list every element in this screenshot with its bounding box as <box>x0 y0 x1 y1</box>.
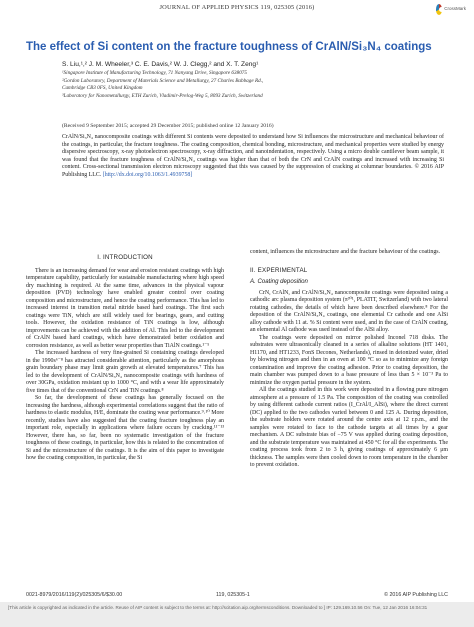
doi-link[interactable]: [http://dx.doi.org/10.1063/1.4939758] <box>102 171 193 178</box>
crossmark-label: CrossMark <box>444 5 466 11</box>
experimental-heading: II. EXPERIMENTAL <box>250 266 308 274</box>
crossmark-icon <box>436 4 442 15</box>
copyright-banner: [This article is copyrighted as indicated in the article. Reuse of AIP content is subject to the terms at: http://scitation.aip.org/termsconditions. Downloaded to ] IP: 129.169.10.56 On: Tue, 12 Jan 2016 16:04:31 <box>0 602 474 627</box>
intro-paragraph-continued: content, influences the microstructure and the fracture behaviour of the coatings. <box>250 249 441 255</box>
abstract <box>62 134 444 179</box>
experimental-paragraph-2: The coatings were deposited on mirror polished Inconel 718 disks. The substrates were ultrasonically cleaned in a series of alkaline solutions (HT 1401, H1170, and HT1233, FonS Decones, Netherlands), rinsed in deionized water, dried by blowing nitrogen and then in an oven at 100 °C so as to minimize any foreign contamination and improve the coating adhesion. Prior to coating deposition, the main chamber was pumped down to a base pressure of less than 5 × 10⁻³ Pa to minimize the oxygen partial pressure in the system. <box>250 334 448 386</box>
received-dates: (Received 9 September 2015; accepted 29 December 2015; published online 12 January 2016) <box>62 123 274 129</box>
journal-header: JOURNAL OF APPLIED PHYSICS 119, 025305 (2016) <box>159 4 315 11</box>
intro-paragraph-3: So far, the development of these coatings has generally focused on the increasing the hardness, although experimental correlations suggest that the ratio of hardness to elastic modulus, H/E, dominate the coating wear performance.⁹˒¹⁰ More recently, studies have also suggested that the coating fracture toughness play an important role, especially in applications where failure occurs by cracking.¹¹⁻¹³ However, there has, so far, been no systematic investigation of the fracture toughness of these coatings, in particular, how this is related to the concentration of Si and the microstructure of the coatings. It is the aim of this paper to investigate how the coating composition, in particular, the Si <box>26 395 224 461</box>
affiliation-2-cont: Cambridge CB3 0FS, United Kingdom <box>62 85 143 92</box>
affiliation-2: ²Gordon Laboratory, Department of Materials Science and Metallurgy, 27 Charles Babbage Rd., <box>62 77 264 84</box>
crossmark-logo[interactable] <box>436 2 466 16</box>
experimental-paragraph-3: All the coatings studied in this work were deposited in a flowing pure nitrogen atmosphere at a pressure of 1.5 Pa. The composition of the coating was controlled by using different cathode current ratios (I_CrAl/I_AlSi), where the direct current (DC) applied to the two cathodes varied between 0 and 125 A. During deposition, the substrate holders were rotated around the centre axis at 12 r.p.m., and the samples were rotated to face to the cathode targets at all times by a gear mechanism. A DC substrate bias of −75 V was applied during coating deposition, and the substrate temperature was maintained at 450 °C for all the experiments. The coating process took from 2 to 3 h, giving coatings of approximately 6 μm thickness. The samples were then cooled down to room temperature in the chamber to prevent oxidation. <box>250 387 448 468</box>
abstract-text: CrAlN/Si₃N₄ nanocomposite coatings with different Si contents were deposited to understand how Si influences the microstructure and mechanical behaviour of the coatings, in particular, the fracture toughness. The coating composition, chemical bonding, microstructure, and mechanical properties were studied by energy dispersive spectroscopy, x-ray photoelectron spectroscopy, x-ray diffraction, and nanoindentation, respectively. Using a micro double cantilever beam sample, it was found that the fracture toughness of CrAlN/Si₃N₄ coatings was higher than that of both the CrN and CrAlN coatings and increased with increasing Si content. Cross-sectional transmission electron microscopy suggested that this was caused by the suppression of cracking at columnar boundaries. © 2016 AIP Publishing LLC. <box>62 134 444 178</box>
paper-title: The effect of Si content on the fracture toughness of CrAlN/Si₃N₄ coatings <box>26 41 432 53</box>
footer-copyright: © 2016 AIP Publishing LLC <box>384 592 448 598</box>
coating-deposition-heading: A. Coating deposition <box>250 278 308 285</box>
affiliation-1: ¹Singapore Institute of Manufacturing Technology, 71 Nanyang Drive, Singapore 638075 <box>62 70 247 76</box>
right-column <box>250 249 448 470</box>
footer-issn: 0021-8979/2016/119(2)/025305/6/$30.00 <box>26 592 123 598</box>
left-column <box>26 252 224 463</box>
intro-heading: I. INTRODUCTION <box>97 254 153 261</box>
footer-page-number: 119, 025305-1 <box>216 592 250 598</box>
intro-paragraph-1: There is an increasing demand for wear and erosion resistant coatings with high temperature capability, particularly for sustainable manufacturing where high speed dry machining is required. At the same time, advances in the physical vapour deposition (PVD) technology have enabled greater control over coating composition and microstructure, and hence the coating performance. This has led to increased interest in transition metal nitride based hard coatings. The first such coatings were TiN, which are still widely used for bearings, gears, and cutting tools. However, the oxidation resistance of TiN coatings is low, although improvements can be achieved with the addition of Al. This led to the development of CrAlN based hard coatings, which have demonstrated better oxidation and corrosion resistance, as well as better wear properties than TiAlN coatings.¹⁻⁵ <box>26 267 224 349</box>
affiliation-3: ³Laboratory for Nanometallurgy, ETH Zurich, Vladimir-Prelog-Weg 5, 8093 Zurich, Switzerland <box>62 92 263 99</box>
author-list: S. Liu,¹,² J. M. Wheeler,³ C. E. Davis,² W. J. Clegg,² and X. T. Zeng¹ <box>62 61 259 68</box>
intro-paragraph-2: The increased hardness of very fine-grained Si containing coatings developed in the 1990s⁶⁻⁸ has attracted considerable attention, particularly as the amorphous grain boundary phase may limit grain growth at elevated temperatures.⁷ This has led to the development of CrAlN/Si₃N₄ nanocomposite coatings with hardness of over 30GPa, oxidation resistant up to 1000 °C, and with a wear life approximately five times that of the conventional CrN and TiN coatings.⁸ <box>26 350 224 394</box>
page-footer <box>0 592 474 602</box>
affiliations <box>62 70 442 100</box>
experimental-paragraph-1: CrN, CrAlN, and CrAlN/Si₃N₄ nanocomposite coatings were deposited using a cathodic arc plasma deposition system (π³⁰¹, PLATIT, Switzerland) with two lateral rotating cathodes, the details of which have been described elsewhere.⁸ For the deposition of the CrAlN/Si₃N₄ coatings, one elemental Cr cathode and one AlSi alloy cathode with 11 at. % Si content were used, and in the case of CrAlN coating, an elemental Al cathode was used instead of the AlSi alloy. <box>250 289 448 333</box>
